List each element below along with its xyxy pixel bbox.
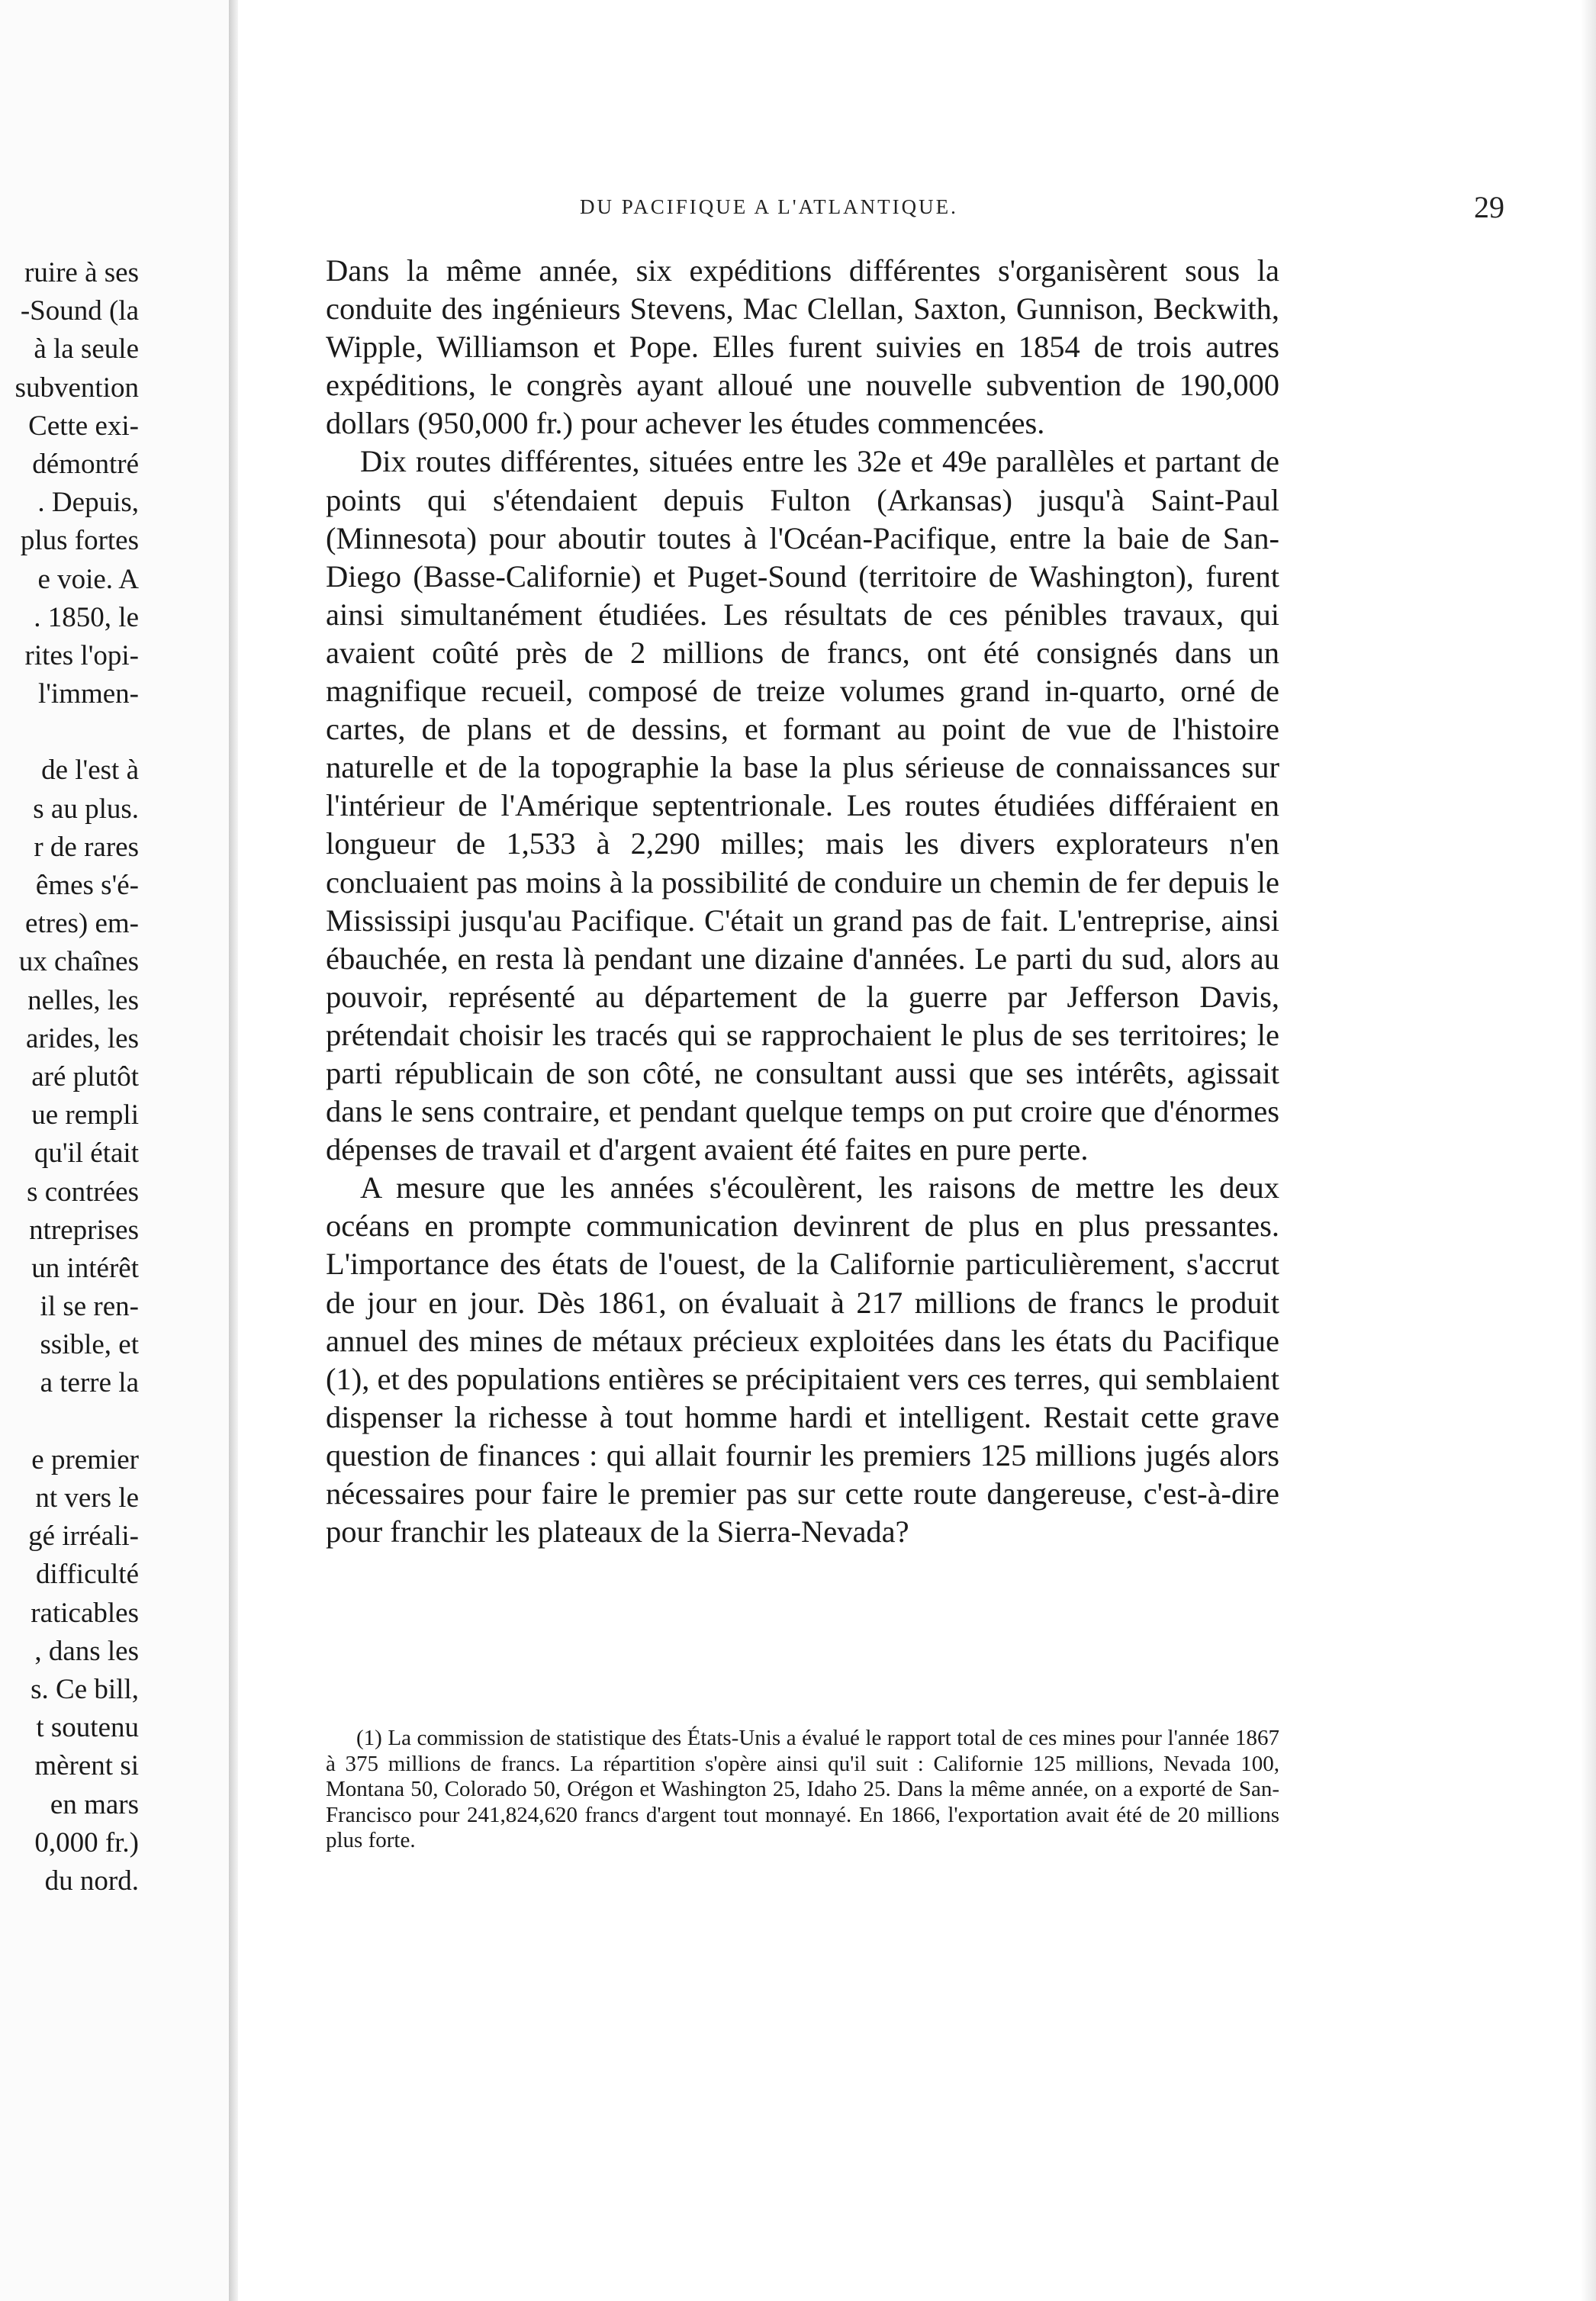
previous-page-line — [0, 1403, 139, 1441]
previous-page-line: raticables — [31, 1597, 139, 1629]
previous-page-line: nelles, les — [27, 984, 139, 1016]
footnotes — [326, 1726, 1279, 1854]
previous-page-line: plus fortes — [20, 525, 139, 557]
previous-page-line: mèrent si — [34, 1750, 139, 1782]
running-title: DU PACIFIQUE A L'ATLANTIQUE. — [580, 195, 958, 218]
previous-page-line: r de rares — [34, 831, 139, 863]
previous-page-line: en mars — [50, 1788, 139, 1820]
paragraph-2: Dix routes différentes, situées entre les 32e et 49e parallèles et partant de points qui s'étendaient depuis Fulton (Arkansas) jusqu'à Saint-Paul (Minnesota) pour aboutir toutes à l'Océan-Pacifique, entre la baie de San-Diego (Basse-Californie) et Puget-Sound (territoire de Washington), furent ainsi simultanément étudiées. Les résultats de ces pénibles travaux, qui avaient coûté près de 2 millions de francs, ont été consignés dans un magnifique recueil, composé de treize volumes grand in-quarto, orné de cartes, de plans et de dessins, et formant au point de vue de l'histoire naturelle et de la topographie la base la plus sérieuse de connaissances sur l'intérieur de l'Amérique septentrionale. Les routes étudiées différaient en longueur de 1,533 à 2,290 milles; mais les divers explorateurs n'en concluaient pas moins à la possibilité de conduire un chemin de fer depuis le Mississipi jusqu'au Pacifique. C'était un grand pas de fait. L'entreprise, ainsi ébauchée, en resta là pendant une dizaine d'années. Le parti du sud, alors au pouvoir, représenté au département de la guerre par Jefferson Davis, prétendait choisir les tracés qui se rapprochaient le plus de ses territoires; le parti républicain de son côté, ne consultant aussi que ses intérêts, agissait dans le sens contraire, et pendant quelque temps on put croire que d'énormes dépenses de travail et d'argent avaient été faites en pure perte. — [326, 444, 1279, 1167]
previous-page-line: difficulté — [36, 1559, 139, 1591]
previous-page-line: gé irréali- — [28, 1521, 139, 1553]
previous-page-line: il se ren- — [40, 1291, 139, 1323]
previous-page-line: nt vers le — [35, 1482, 139, 1514]
previous-page-line: e voie. A — [37, 563, 139, 595]
previous-page-line: subvention — [14, 372, 139, 404]
previous-page-line: s. Ce bill, — [31, 1673, 139, 1705]
previous-page-line: ux chaînes — [18, 946, 139, 978]
previous-page-line: de l'est à — [41, 755, 139, 787]
previous-page-line — [0, 713, 139, 751]
previous-page-line: à la seule — [34, 333, 139, 365]
previous-page-line: ruire à ses — [24, 257, 139, 288]
book-page — [238, 0, 1581, 2301]
previous-page-line: s contrées — [27, 1176, 139, 1208]
binding-gutter — [229, 0, 238, 2301]
previous-page-line: . 1850, le — [34, 601, 139, 633]
previous-page-line: 0,000 fr.) — [34, 1826, 139, 1859]
previous-page-line: -Sound (la — [20, 295, 139, 327]
previous-page-line: a terre la — [40, 1367, 139, 1399]
previous-page-line: aré plutôt — [31, 1060, 139, 1093]
previous-page-line: arides, les — [26, 1022, 139, 1054]
previous-page-line: l'immen- — [37, 678, 139, 710]
paragraph-3: A mesure que les années s'écoulèrent, les raisons de mettre les deux océans en prompte communication devinrent de plus en plus pressantes. L'importance des états de l'ouest, de la Californie particulièrement, s'accrut de jour en jour. Dès 1861, on évaluait à 217 millions de francs le produit annuel des mines de métaux précieux exploitées dans les états du Pacifique (1), et des populations entières se précipitaient vers ces terres, qui semblaient dispenser la richesse à tout homme hardi et intelligent. Restait cette grave question de finances : qui allait fournir les premiers 125 millions jugés alors nécessaires pour faire le premier pas sur cette route dangereuse, c'est-à-dire pour franchir les plateaux de la Sierra-Nevada? — [326, 1170, 1279, 1550]
previous-page-edge — [0, 0, 229, 2301]
previous-page-line: etres) em- — [25, 908, 139, 940]
previous-page-line: ntreprises — [29, 1214, 139, 1246]
previous-page-line: démontré — [32, 448, 139, 480]
previous-page-line: qu'il était — [34, 1138, 139, 1170]
previous-page-line: , dans les — [34, 1635, 139, 1667]
previous-page-line: êmes s'é- — [35, 870, 139, 901]
previous-page-line: ssible, et — [40, 1329, 139, 1361]
previous-page-line: ue rempli — [31, 1099, 139, 1131]
previous-page-line: un intérêt — [31, 1252, 139, 1284]
previous-page-line: e premier — [31, 1443, 139, 1476]
previous-page-line: s au plus. — [33, 793, 139, 825]
footnote-1: (1) La commission de statistique des États-Unis a évalué le rapport total de ces mines pour l'année 1867 à 375 millions de francs. La répartition s'opère ainsi qu'il suit : Californie 125 millions, Nevada 100, Montana 50, Colorado 50, Orégon et Washington 25, Idaho 25. Dans la même année, on a exporté de San-Francisco pour 241,824,620 francs d'argent tout monnayé. En 1866, l'exportation avait été de 20 millions plus forte. — [326, 1726, 1279, 1852]
previous-page-line: . Depuis, — [37, 487, 139, 519]
previous-page-line: t soutenu — [36, 1712, 139, 1744]
previous-page-line: Cette exi- — [28, 410, 139, 442]
paragraph-1: Dans la même année, six expéditions différentes s'organisèrent sous la conduite des ingénieurs Stevens, Mac Clellan, Saxton, Gunnison, Beckwith, Wipple, Williamson et Pope. Elles furent suivies en 1854 de trois autres expéditions, le congrès ayant alloué une nouvelle subvention de 190,000 dollars (950,000 fr.) pour achever les études commencées. — [326, 253, 1279, 441]
previous-page-text — [0, 254, 139, 1900]
previous-page-line: du nord. — [44, 1865, 139, 1897]
previous-page-line: rites l'opi- — [24, 639, 139, 671]
page-edge-shadow — [1581, 0, 1596, 2301]
body-text — [326, 252, 1279, 1551]
page-number: 29 — [1474, 190, 1504, 224]
